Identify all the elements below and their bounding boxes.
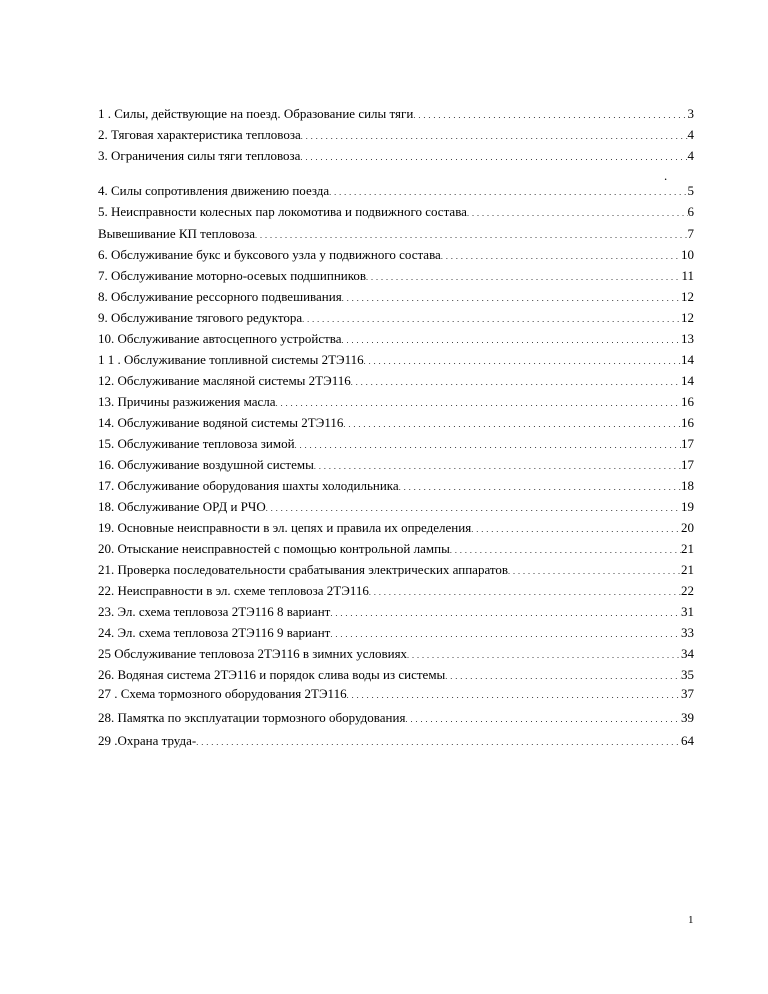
toc-entry-title: 4. Силы сопротивления движению поезда [98,183,330,198]
dot-leader [302,310,681,328]
toc-entry-page: 3 [687,106,694,121]
dot-leader [342,331,681,349]
toc-entry [98,127,694,145]
dot-leader [314,457,681,475]
toc-entry [98,268,694,286]
page-number: 1 [688,914,694,926]
toc-entry-title: 15. Обслуживание тепловоза зимой [98,436,295,451]
stray-dot: . [664,168,668,183]
toc-entry-title: 17. Обслуживание оборудования шахты холодильника [98,478,399,493]
toc-entry-title: 1 1 . Обслуживание топливной системы 2ТЭ116 [98,352,364,367]
toc-entry-title: 19. Основные неисправности в эл. цепях и правила их определения [98,520,472,535]
toc-entry-page: 7 [687,226,694,241]
dot-leader [366,268,681,286]
toc-entry-title: 24. Эл. схема тепловоза 2ТЭ116 9 вариант [98,625,331,640]
dot-leader [329,183,687,201]
toc-entry-page: 4 [687,148,694,163]
dot-leader [255,226,687,244]
toc-entry [98,226,694,244]
toc-entry-page: 17 [681,457,694,472]
dot-leader [467,204,688,222]
toc-entry-title: 22. Неисправности в эл. схеме тепловоза 2ТЭ116 [98,583,369,598]
dot-leader [301,127,688,145]
toc-entry-page: 37 [681,686,694,701]
toc-entry-page: 22 [681,583,694,598]
toc-entry-page: 18 [681,478,694,493]
dot-leader [413,106,687,124]
toc-entry [98,625,694,643]
toc-entry-title: 16. Обслуживание воздушной системы [98,457,314,472]
toc-entry-title: 1 . Силы, действующие на поезд. Образование силы тяги [98,106,414,121]
toc-entry-page: 17 [681,436,694,451]
toc-entry-page: 33 [681,625,694,640]
toc-entry-page: 12 [681,310,694,325]
toc-entry-page: 20 [681,520,694,535]
toc-entry-title: 21. Проверка последовательности срабатывания электрических аппаратов [98,562,509,577]
toc-entry [98,204,694,222]
toc-entry-title: 9. Обслуживание тягового редуктора [98,310,303,325]
toc-entry-title: 14. Обслуживание водяной системы 2ТЭ116 [98,415,344,430]
toc-entry [98,583,694,601]
toc-entry-title: 5. Неисправности колесных пар локомотива и подвижного состава [98,204,467,219]
toc-entry [98,646,694,664]
toc-entry-page: 6 [687,204,694,219]
toc-entry [98,289,694,307]
toc-entry-page: 14 [681,373,694,388]
toc-entry [98,562,694,580]
dot-leader [343,415,681,433]
dot-leader [347,686,681,704]
toc-entry [98,604,694,622]
toc-entry-page: 35 [681,667,694,682]
toc-entry [98,331,694,349]
toc-entry-title: 8. Обслуживание рессорного подвешивания [98,289,342,304]
toc-entry [98,457,694,475]
toc-entry-page: 19 [681,499,694,514]
toc-entry-title: Вывешивание КП тепловоза [98,226,256,241]
dot-leader [342,289,681,307]
toc-entry-page: 21 [681,562,694,577]
toc-entry-page: 34 [681,646,694,661]
toc-entry-page: 11 [681,268,694,283]
toc-entry-title: 2. Тяговая характеристика тепловоза [98,127,301,142]
dot-leader [471,520,681,538]
dot-leader [330,625,681,643]
dot-leader [399,478,681,496]
toc-entry [98,710,694,728]
toc-entry-page: 10 [681,247,694,262]
toc-entry [98,394,694,412]
toc-entry-page: 31 [681,604,694,619]
toc-entry [98,436,694,454]
toc-entry-title: 7. Обслуживание моторно-осевых подшипников [98,268,367,283]
toc-entry-page: 4 [687,127,694,142]
toc-entry [98,373,694,391]
dot-leader [364,352,681,370]
toc-entry-page: 13 [681,331,694,346]
toc-entry-title: 25 Обслуживание тепловоза 2ТЭ116 в зимних условиях [98,646,408,661]
dot-leader [300,148,687,166]
toc-entry-title: 28. Памятка по эксплуатации тормозного оборудования [98,710,406,725]
toc-entry-page: 5 [687,183,694,198]
dot-leader [369,583,681,601]
toc-entry [98,183,694,201]
dot-leader [330,604,681,622]
toc-entry [98,541,694,559]
toc-entry [98,478,694,496]
dot-leader [276,394,681,412]
toc-entry-page: 16 [681,394,694,409]
toc-entry-title: 27 . Схема тормозного оборудования 2ТЭ116 [98,686,347,701]
toc-entry [98,686,694,704]
dot-leader [266,499,681,517]
toc-entry-title: 10. Обслуживание автосцепного устройства [98,331,342,346]
toc-entry [98,148,694,166]
toc-entry [98,247,694,265]
toc-entry-page: 12 [681,289,694,304]
dot-leader [407,646,681,664]
dot-leader [508,562,681,580]
toc-entry [98,106,694,124]
toc-entry [98,667,694,685]
toc-entry-title: 20. Отыскание неисправностей с помощью контрольной лампы [98,541,450,556]
toc-entry [98,733,694,751]
toc-entry-title: 3. Ограничения силы тяги тепловоза [98,148,301,163]
toc-entry-title: 18. Обслуживание ОРД и РЧО [98,499,266,514]
toc-entry-page: 16 [681,415,694,430]
toc-entry [98,499,694,517]
toc-entry [98,520,694,538]
toc-entry [98,352,694,370]
dot-leader [295,436,681,454]
toc-entry [98,310,694,328]
toc-entry-page: 64 [681,733,694,748]
dot-leader [351,373,681,391]
toc-entry-page: 21 [681,541,694,556]
toc-entry-title: 23. Эл. схема тепловоза 2ТЭ116 8 вариант [98,604,331,619]
toc-entry-page: 39 [681,710,694,725]
toc-entry [98,415,694,433]
toc-entry-page: 14 [681,352,694,367]
dot-leader [196,733,681,751]
dot-leader [445,667,681,685]
toc-entry-title: 29 .Охрана труда- [98,733,197,748]
dot-leader [405,710,681,728]
toc-entry-title: 26. Водяная система 2ТЭ116 и порядок слива воды из системы [98,667,446,682]
dot-leader [441,247,681,265]
toc-entry-title: 13. Причины разжижения масла [98,394,276,409]
dot-leader [450,541,681,559]
toc-entry-title: 6. Обслуживание букс и буксового узла у подвижного состава [98,247,441,262]
toc-entry-title: 12. Обслуживание масляной системы 2ТЭ116 [98,373,351,388]
